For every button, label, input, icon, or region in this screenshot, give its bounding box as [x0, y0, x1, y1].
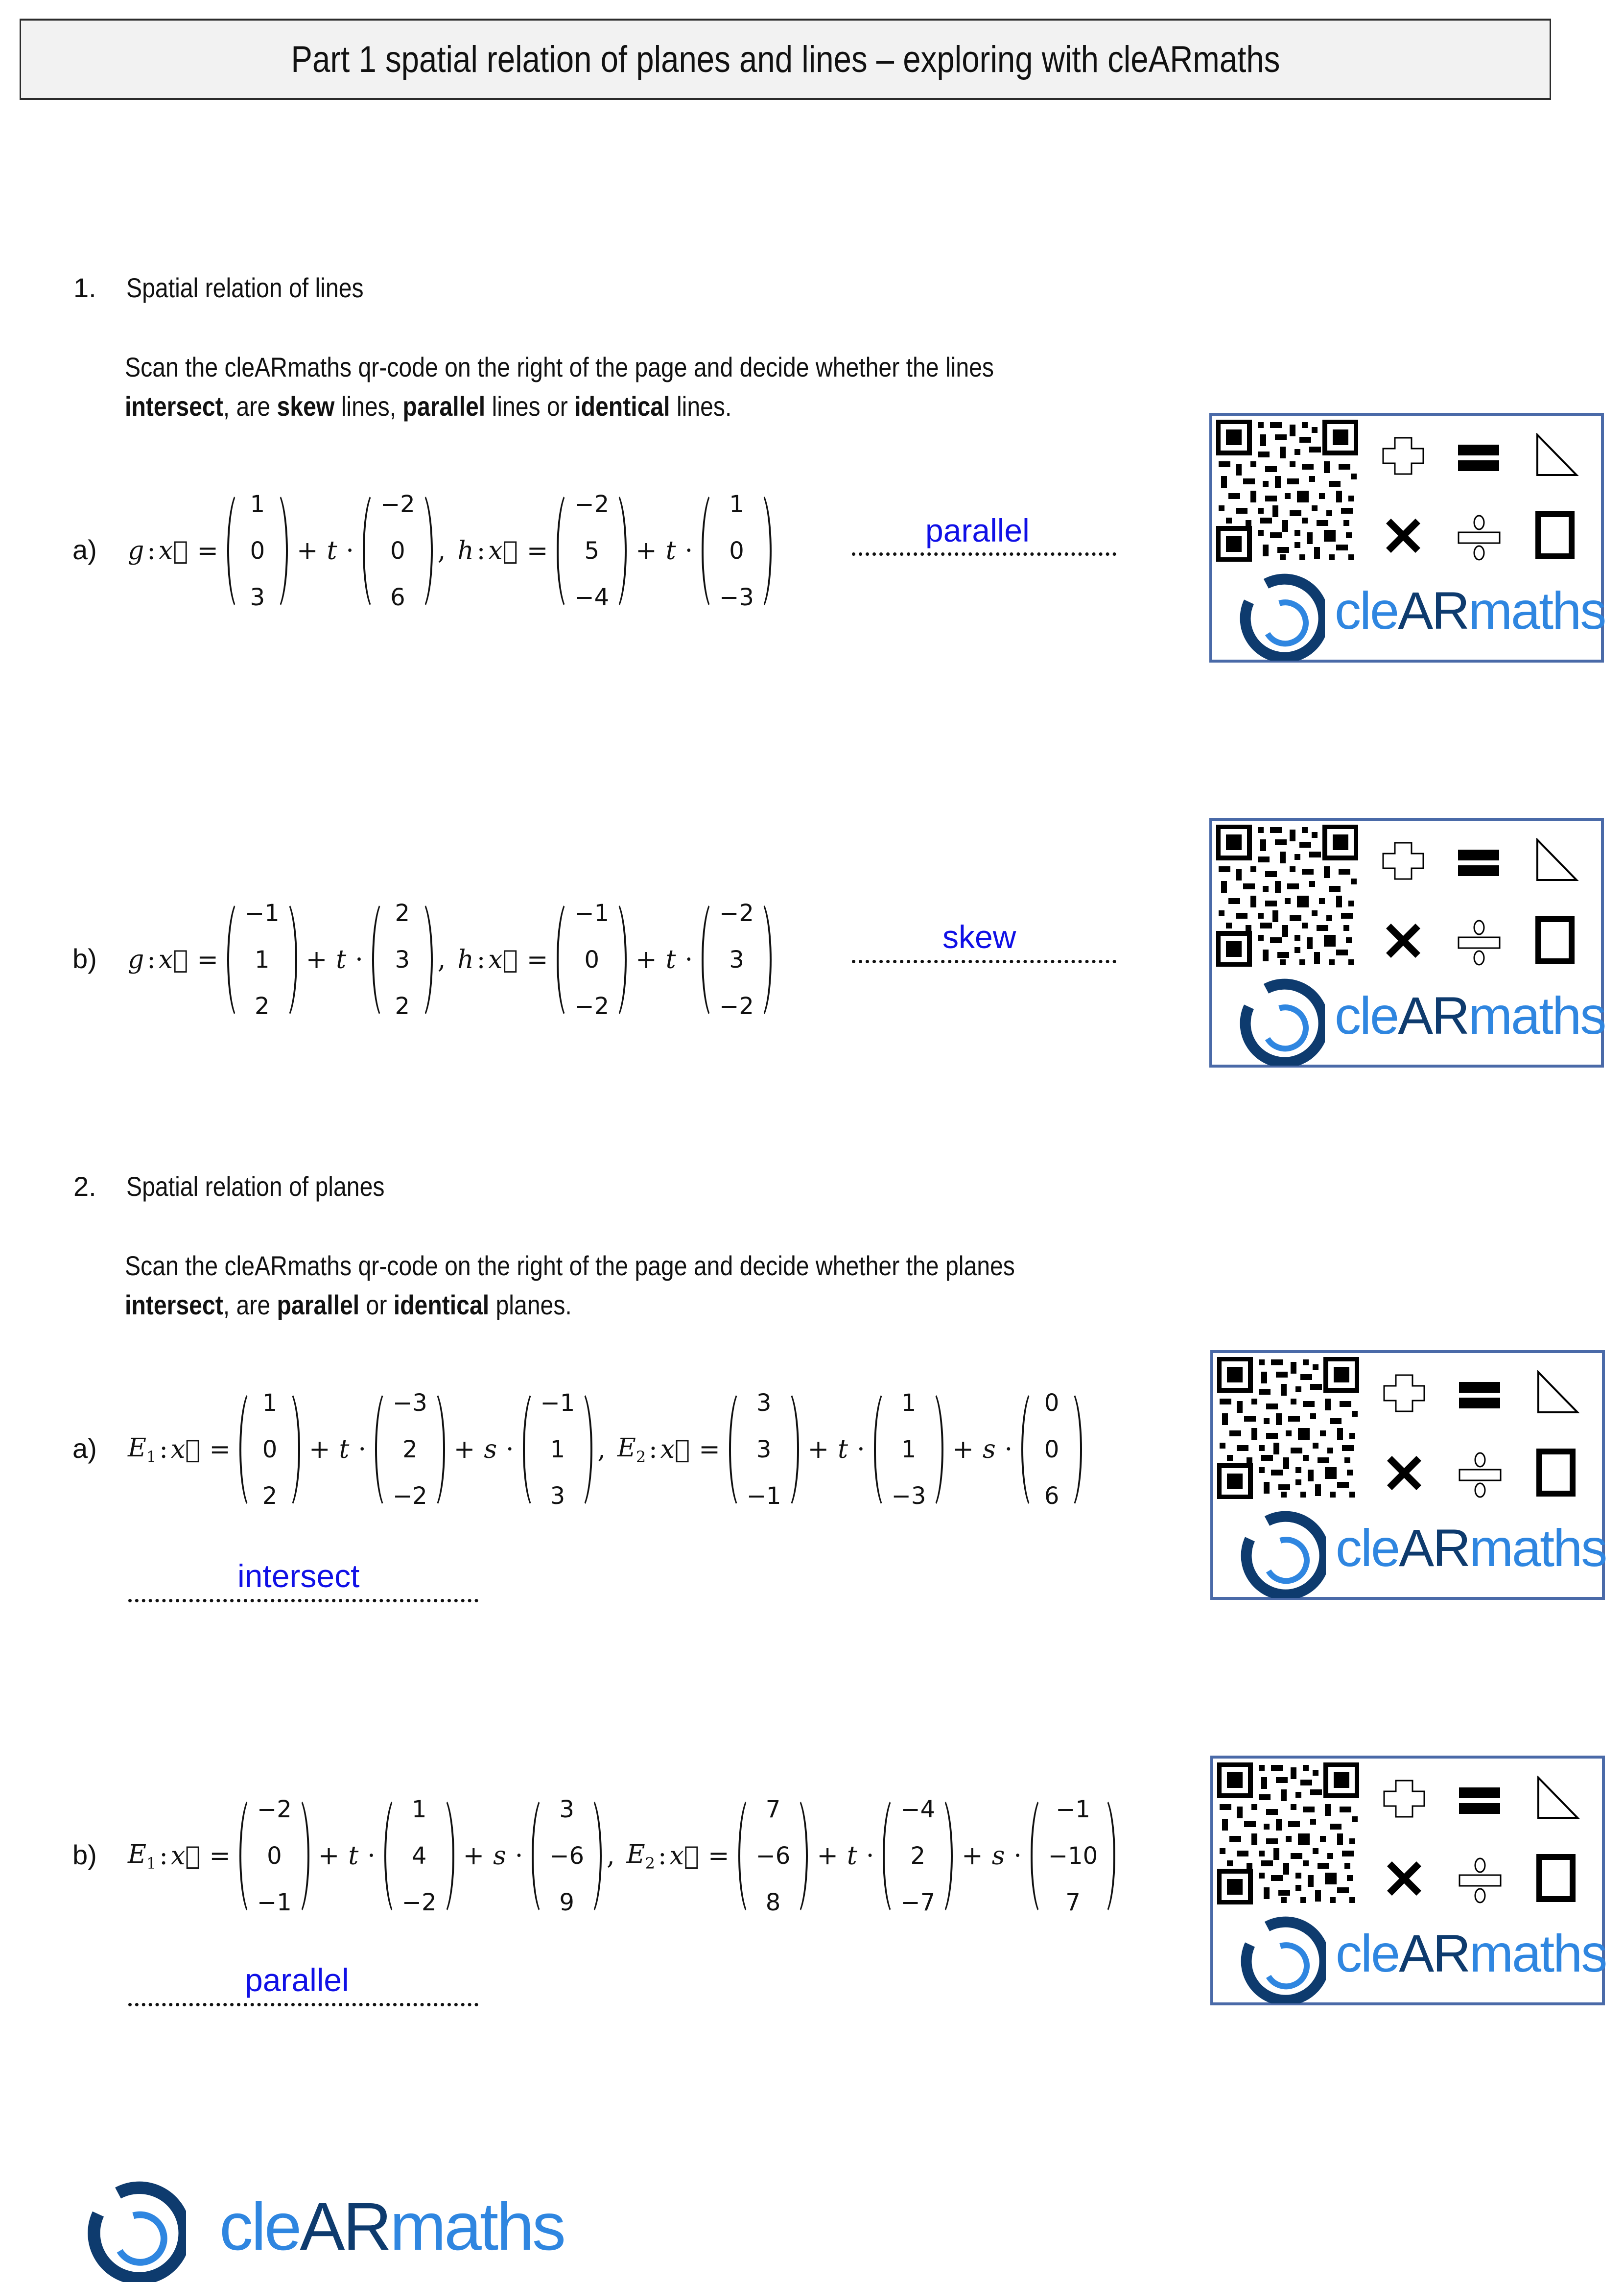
equals: = [699, 1435, 720, 1464]
plane-name: $E_2$ [626, 1839, 655, 1873]
equals-icon [1458, 1380, 1502, 1409]
comma: , [597, 1435, 606, 1464]
rectangle-icon [1536, 1449, 1576, 1498]
equals: = [197, 945, 218, 975]
plus: + [296, 536, 318, 566]
colon: : [476, 536, 486, 566]
answer-field[interactable] [128, 1599, 478, 1602]
colon: : [658, 1841, 667, 1871]
section-1-instruction [125, 348, 994, 426]
vector: 7 −6 8 [738, 1795, 808, 1917]
plus: + [306, 945, 328, 975]
section-number: 1. [73, 272, 96, 303]
answer-field[interactable] [852, 960, 1116, 963]
divide-icon [1457, 514, 1501, 563]
param: t [665, 536, 676, 566]
section-2-instruction [125, 1246, 1015, 1325]
plus: + [463, 1841, 485, 1871]
task-label: b) [72, 943, 97, 974]
param: s [493, 1841, 506, 1871]
triangle-icon [1535, 433, 1579, 477]
plus: + [318, 1841, 340, 1871]
clearmaths-logo-icon [1232, 973, 1325, 1066]
equals: = [209, 1435, 231, 1464]
vector: −1 0 −2 [557, 899, 627, 1021]
equals: = [197, 536, 218, 566]
qr-code-icon[interactable] [1217, 1357, 1359, 1499]
equation-lines-b [125, 899, 775, 1021]
vector: −2 0 6 [363, 490, 433, 612]
times-icon [1382, 1856, 1426, 1901]
task-label: a) [72, 534, 97, 565]
vector-x: x⃗ [488, 945, 518, 975]
text: lines. [670, 391, 732, 422]
vector: 3 3 −1 [729, 1388, 799, 1511]
answer-text[interactable]: parallel [925, 512, 1030, 548]
equals: = [526, 536, 548, 566]
dot: · [355, 945, 363, 975]
vector-x: x⃗ [158, 945, 188, 975]
rectangle-icon [1535, 916, 1575, 965]
plus: + [807, 1435, 829, 1464]
colon: : [476, 945, 486, 975]
plus: + [635, 945, 657, 975]
keyword: identical [393, 1289, 490, 1320]
clearmaths-card-2a [1210, 1350, 1605, 1600]
colon: : [649, 1435, 658, 1464]
colon: : [159, 1435, 168, 1464]
vector: 2 3 2 [372, 899, 433, 1021]
dot: · [515, 1841, 523, 1871]
text: planes. [489, 1289, 572, 1320]
comma: , [437, 536, 446, 566]
task-label: b) [72, 1839, 97, 1870]
qr-code-icon[interactable] [1216, 420, 1358, 562]
param: t [327, 536, 337, 566]
vector-x: x⃗ [170, 1841, 201, 1871]
instruction-line: Scan the cleARmaths qr-code on the right of the page and decide whether the lines [125, 352, 994, 382]
equals-icon [1457, 443, 1501, 472]
text: lines or [485, 391, 575, 422]
triangle-icon [1535, 838, 1579, 882]
keyword: parallel [277, 1289, 360, 1320]
dot: · [346, 536, 354, 566]
equals: = [708, 1841, 730, 1871]
dot: · [367, 1841, 376, 1871]
clearmaths-card-1b [1209, 818, 1604, 1068]
vector: −2 0 −1 [239, 1795, 309, 1917]
qr-code-icon[interactable] [1216, 825, 1358, 967]
brand-name: cleARmaths [1335, 986, 1605, 1045]
vector: 1 0 −3 [702, 490, 772, 612]
section-title: Spatial relation of lines [126, 272, 364, 303]
vector: 1 0 2 [239, 1388, 300, 1511]
dot: · [1004, 1435, 1013, 1464]
clearmaths-card-2b [1210, 1756, 1605, 2005]
times-icon [1382, 1451, 1426, 1495]
triangle-icon [1536, 1370, 1580, 1414]
plus-icon [1382, 1374, 1426, 1413]
clearmaths-logo-icon [1232, 568, 1325, 661]
rectangle-icon [1535, 511, 1575, 560]
vector: −3 2 −2 [375, 1388, 445, 1511]
vector: −1 −10 7 [1031, 1795, 1115, 1917]
vector-x: x⃗ [158, 536, 188, 566]
brand-name: cleARmaths [1336, 1518, 1606, 1577]
times-icon [1381, 514, 1425, 558]
dot: · [866, 1841, 874, 1871]
vector-x: x⃗ [660, 1435, 690, 1464]
clearmaths-logo-icon [1233, 1910, 1326, 2003]
keyword: identical [574, 391, 670, 422]
section-title: Spatial relation of planes [126, 1171, 385, 1202]
brand-name: cleARmaths [1336, 1924, 1606, 1983]
plus: + [635, 536, 657, 566]
vector: 0 0 6 [1021, 1388, 1082, 1511]
line-name: h [457, 945, 474, 975]
param: t [838, 1435, 848, 1464]
clearmaths-card-1a [1209, 413, 1604, 663]
vector-x: x⃗ [488, 536, 518, 566]
param: s [991, 1841, 1005, 1871]
plane-name: $E_1$ [128, 1839, 157, 1873]
rectangle-icon [1536, 1854, 1576, 1903]
plane-name: $E_2$ [617, 1433, 646, 1466]
line-name: g [128, 536, 144, 566]
colon: : [159, 1841, 168, 1871]
keyword: skew [277, 391, 335, 422]
answer-field[interactable] [852, 552, 1116, 556]
footer-clearmaths-logo-icon [78, 2174, 186, 2282]
keyword: intersect [125, 1289, 223, 1320]
param: s [982, 1435, 996, 1464]
vector-x: x⃗ [170, 1435, 201, 1464]
dot: · [1013, 1841, 1022, 1871]
instruction-line [125, 387, 994, 426]
dot: · [684, 536, 693, 566]
brand-name: cleARmaths [1335, 581, 1605, 640]
plane-name: $E_1$ [128, 1433, 157, 1466]
triangle-icon [1536, 1776, 1580, 1820]
dot: · [506, 1435, 514, 1464]
equation-planes-a [125, 1388, 1085, 1511]
param: t [665, 945, 676, 975]
text: or [359, 1289, 394, 1320]
equals-icon [1457, 848, 1501, 877]
param: t [348, 1841, 359, 1871]
equation-planes-b [125, 1795, 1118, 1917]
keyword: parallel [402, 391, 486, 422]
clearmaths-logo-icon [1233, 1505, 1326, 1598]
param: s [484, 1435, 497, 1464]
section-number: 2. [73, 1171, 96, 1202]
vector: −2 5 −4 [557, 490, 627, 612]
plus: + [453, 1435, 475, 1464]
text: , are [223, 1289, 277, 1320]
vector: 1 4 −2 [384, 1795, 454, 1917]
divide-icon [1458, 1856, 1502, 1905]
comma: , [437, 945, 446, 975]
answer-field[interactable] [128, 2003, 478, 2006]
colon: : [147, 945, 156, 975]
plus: + [952, 1435, 974, 1464]
keyword: intersect [125, 391, 223, 422]
line-name: g [128, 945, 144, 975]
footer-brand-name: cleARmaths [219, 2189, 564, 2264]
param: t [339, 1435, 350, 1464]
equals-icon [1458, 1785, 1502, 1815]
answer-text[interactable]: skew [942, 919, 1016, 955]
vector-x: x⃗ [669, 1841, 699, 1871]
vector: −1 1 3 [523, 1388, 593, 1511]
vector: −1 1 2 [227, 899, 297, 1021]
answer-text[interactable]: intersect [237, 1558, 360, 1594]
equals: = [209, 1841, 231, 1871]
dot: · [684, 945, 693, 975]
plus-icon [1381, 841, 1425, 880]
vector: −2 3 −2 [702, 899, 772, 1021]
vector: 3 −6 9 [532, 1795, 602, 1917]
plus-icon [1382, 1779, 1426, 1818]
plus-icon [1381, 436, 1425, 476]
plus: + [817, 1841, 838, 1871]
plus: + [308, 1435, 330, 1464]
colon: : [147, 536, 156, 566]
page-title: Part 1 spatial relation of planes and lines – exploring with cleARmaths [290, 38, 1280, 80]
equation-lines-a [125, 490, 775, 612]
param: t [336, 945, 347, 975]
dot: · [857, 1435, 865, 1464]
dot: · [358, 1435, 366, 1464]
instruction-line [125, 1285, 1015, 1325]
instruction-line: Scan the cleARmaths qr-code on the right of the page and decide whether the planes [125, 1250, 1015, 1281]
task-label: a) [72, 1433, 97, 1464]
equals: = [526, 945, 548, 975]
vector: 1 0 3 [227, 490, 288, 612]
line-name: h [457, 536, 474, 566]
param: t [847, 1841, 857, 1871]
answer-text[interactable]: parallel [245, 1962, 349, 1998]
times-icon [1381, 919, 1425, 963]
divide-icon [1457, 919, 1501, 968]
divide-icon [1458, 1451, 1502, 1500]
page-title-box [20, 19, 1551, 100]
qr-code-icon[interactable] [1217, 1762, 1359, 1904]
plus: + [962, 1841, 983, 1871]
text: lines, [334, 391, 403, 422]
vector: −4 2 −7 [883, 1795, 953, 1917]
comma: , [607, 1841, 615, 1871]
text: , are [223, 391, 277, 422]
vector: 1 1 −3 [874, 1388, 944, 1511]
